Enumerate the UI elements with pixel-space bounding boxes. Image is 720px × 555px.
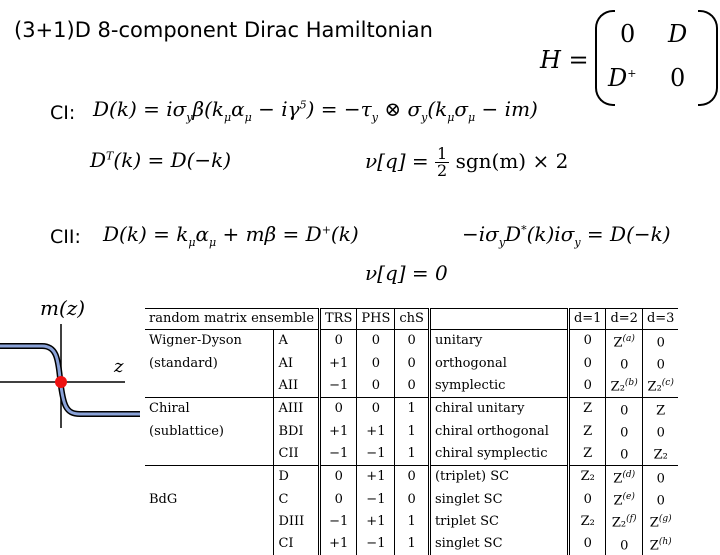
d1-cell: 0 <box>568 374 606 397</box>
class-name-cell: unitary <box>429 329 568 352</box>
d1-cell: 0 <box>568 488 606 510</box>
table-row <box>145 420 678 442</box>
matrix-entry-21: D+ <box>608 64 637 92</box>
table-row <box>145 397 678 420</box>
class-cell: A <box>274 329 320 352</box>
cii-winding-number: ν[q] = 0 <box>365 261 448 285</box>
chs-cell: 1 <box>395 397 430 420</box>
phs-cell: 0 <box>357 329 395 352</box>
d2-cell: $Z^{(e)}$ <box>606 488 643 510</box>
d2-cell: 0 <box>606 352 643 374</box>
class-name-cell: triplet SC <box>429 510 568 532</box>
phs-cell: +1 <box>357 465 395 488</box>
phs-cell: +1 <box>357 510 395 532</box>
d3-cell: Z <box>642 397 678 420</box>
hamiltonian-matrix <box>540 10 720 105</box>
class-cell: CII <box>274 442 320 465</box>
trs-cell: 0 <box>320 465 357 488</box>
d2-cell: 0 <box>606 533 643 555</box>
class-cell: CI <box>274 533 320 555</box>
d3-cell: 0 <box>642 352 678 374</box>
ci-winding-number: ν[q] = $\frac{1}{2}$ sgn(m) × 2 <box>365 144 569 180</box>
class-name-cell: symplectic <box>429 374 568 397</box>
header-chs: chS <box>395 309 430 330</box>
mass-profile-label: m(z) <box>40 296 86 320</box>
table-row <box>145 442 678 465</box>
class-cell: AIII <box>274 397 320 420</box>
ensemble-group-cell: BdG <box>149 491 178 507</box>
d2-cell: $Z^{(d)}$ <box>606 465 643 488</box>
table-row <box>145 533 678 555</box>
class-name-cell: chiral symplectic <box>429 442 568 465</box>
d2-cell: Z₂$^{(f)}$ <box>606 510 643 532</box>
chs-cell: 0 <box>395 374 430 397</box>
ensemble-group-cell: (standard) <box>149 355 218 371</box>
domain-wall-point <box>55 376 67 388</box>
class-name-cell: singlet SC <box>429 533 568 555</box>
matrix-entry-11: 0 <box>620 20 636 48</box>
chs-cell: 0 <box>395 329 430 352</box>
class-name-cell: chiral orthogonal <box>429 420 568 442</box>
header-d2: d=2 <box>606 309 643 330</box>
ensemble-group-cell <box>145 465 274 488</box>
header-name <box>429 309 568 330</box>
matrix-entry-22: 0 <box>670 64 686 92</box>
cii-hamiltonian-equation: $D(k) = k_\mu\alpha_\mu + m\beta = D^+(k)$ <box>103 222 359 249</box>
trs-cell: 0 <box>320 488 357 510</box>
table-row <box>145 352 678 374</box>
matrix-entry-12: D <box>668 20 688 48</box>
classification-table <box>145 308 678 555</box>
ensemble-group-cell <box>145 442 274 465</box>
trs-cell: +1 <box>320 533 357 555</box>
d1-cell: Z <box>568 442 606 465</box>
right-bracket <box>698 10 718 106</box>
trs-cell: −1 <box>320 510 357 532</box>
trs-cell: 0 <box>320 329 357 352</box>
phs-cell: +1 <box>357 420 395 442</box>
phs-cell: −1 <box>357 488 395 510</box>
d1-cell: 0 <box>568 329 606 352</box>
cii-label: CII: <box>50 226 81 248</box>
table-row <box>145 374 678 397</box>
class-cell: AII <box>274 374 320 397</box>
ensemble-group-cell: Chiral <box>145 397 274 420</box>
d3-cell: $Z^{(g)}$ <box>642 510 678 532</box>
table-row <box>145 488 678 510</box>
class-cell: AI <box>274 352 320 374</box>
slide-title: (3+1)D 8-component Dirac Hamiltonian <box>14 18 433 42</box>
d2-cell: $Z^{(a)}$ <box>606 329 643 352</box>
class-cell: D <box>274 465 320 488</box>
trs-cell: 0 <box>320 397 357 420</box>
z-axis-label: z <box>114 356 124 377</box>
chs-cell: 1 <box>395 442 430 465</box>
d2-cell: Z₂$^{(b)}$ <box>606 374 643 397</box>
d1-cell: Z₂ <box>568 465 606 488</box>
d1-cell: 0 <box>568 533 606 555</box>
ci-hamiltonian-equation: $D(k) = i\sigma_y\beta(k_\mu\alpha_\mu - i\gamma^5) = -\tau_y$ ⊗ $\sigma_y(k_\mu\sigma_\mu - im)$ <box>93 97 538 124</box>
header-phs: PHS <box>357 309 395 330</box>
d3-cell: 0 <box>642 420 678 442</box>
class-name-cell: orthogonal <box>429 352 568 374</box>
d2-cell: 0 <box>606 397 643 420</box>
chs-cell: 1 <box>395 533 430 555</box>
chs-cell: 0 <box>395 465 430 488</box>
trs-cell: +1 <box>320 352 357 374</box>
trs-cell: +1 <box>320 420 357 442</box>
class-cell: C <box>274 488 320 510</box>
chs-cell: 0 <box>395 488 430 510</box>
ensemble-group-cell <box>145 533 274 555</box>
d3-cell: 0 <box>642 329 678 352</box>
cii-symmetry-equation: $-i\sigma_yD^*(k)i\sigma_y = D(-k)$ <box>462 222 671 249</box>
chs-cell: 1 <box>395 510 430 532</box>
table-header-row <box>145 309 678 330</box>
class-name-cell: singlet SC <box>429 488 568 510</box>
table-row <box>145 510 678 532</box>
d1-cell: Z₂ <box>568 510 606 532</box>
header-ensemble: random matrix ensemble <box>145 309 320 330</box>
ci-label: CI: <box>50 102 76 124</box>
phs-cell: 0 <box>357 374 395 397</box>
table-row <box>145 465 678 488</box>
phs-cell: 0 <box>357 397 395 420</box>
d2-cell: 0 <box>606 442 643 465</box>
trs-cell: −1 <box>320 442 357 465</box>
d1-cell: Z <box>568 420 606 442</box>
d2-cell: 0 <box>606 420 643 442</box>
ensemble-group-cell: (sublattice) <box>149 423 224 439</box>
d1-cell: 0 <box>568 352 606 374</box>
chs-cell: 0 <box>395 352 430 374</box>
table-body <box>145 329 678 555</box>
d3-cell: Z₂ <box>642 442 678 465</box>
trs-cell: −1 <box>320 374 357 397</box>
ensemble-group-cell <box>145 510 274 532</box>
d3-cell: Z₂$^{(c)}$ <box>642 374 678 397</box>
ensemble-group-cell: Wigner-Dyson <box>145 329 274 352</box>
class-name-cell: (triplet) SC <box>429 465 568 488</box>
class-name-cell: chiral unitary <box>429 397 568 420</box>
phs-cell: −1 <box>357 533 395 555</box>
ensemble-group-cell <box>145 374 274 397</box>
hamiltonian-lhs: H = <box>540 46 589 74</box>
class-cell: BDI <box>274 420 320 442</box>
ci-symmetry-equation: $D^T(k) = D(-k)$ <box>90 148 232 172</box>
d1-cell: Z <box>568 397 606 420</box>
table-row <box>145 329 678 352</box>
phs-cell: 0 <box>357 352 395 374</box>
header-d3: d=3 <box>642 309 678 330</box>
d3-cell: 0 <box>642 488 678 510</box>
d3-cell: $Z^{(h)}$ <box>642 533 678 555</box>
d3-cell: 0 <box>642 465 678 488</box>
header-d1: d=1 <box>568 309 606 330</box>
phs-cell: −1 <box>357 442 395 465</box>
header-trs: TRS <box>320 309 357 330</box>
chs-cell: 1 <box>395 420 430 442</box>
class-cell: DIII <box>274 510 320 532</box>
